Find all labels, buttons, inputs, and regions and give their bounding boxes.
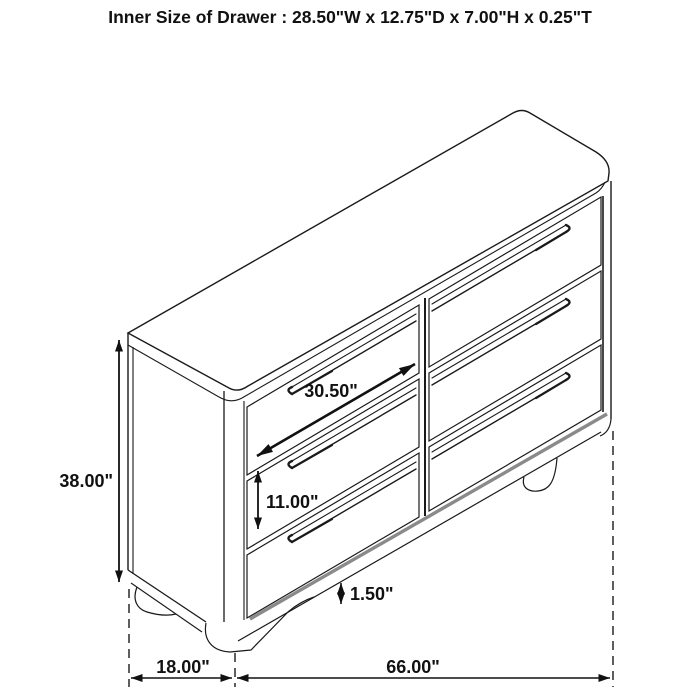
drawer-right-1 xyxy=(429,197,601,367)
groove-line xyxy=(432,373,566,452)
groove-line xyxy=(432,225,566,304)
dim-label-height: 38.00" xyxy=(59,471,113,491)
left-base-edge xyxy=(131,583,202,632)
base xyxy=(135,414,611,652)
handle-shadow xyxy=(536,306,566,324)
drawer-right-3 xyxy=(429,345,601,511)
base-top-edge xyxy=(250,414,607,619)
handle-shadow xyxy=(292,445,332,468)
dresser-top xyxy=(128,111,609,401)
page-title: Inner Size of Drawer : 28.50"W x 12.75"D x 7.00"H x 0.25"T xyxy=(108,7,592,27)
dresser-right-edge xyxy=(603,181,611,419)
handle-pocket-icon xyxy=(289,535,293,542)
left-panel-bottom-edge xyxy=(128,570,206,622)
handle-shadow xyxy=(536,380,566,398)
front-left-foot xyxy=(205,597,314,652)
dim-label-depth: 18.00" xyxy=(156,657,210,677)
drawer-left-2 xyxy=(247,379,419,549)
dimension-labels xyxy=(59,381,439,677)
handle-shadow xyxy=(292,519,332,542)
side-foot xyxy=(135,587,176,615)
base-right-corner xyxy=(600,419,611,436)
dim-label-drawer-width: 30.50" xyxy=(304,381,358,401)
handle-pocket-icon xyxy=(289,461,293,468)
drawers xyxy=(247,197,601,618)
dim-label-drawer-height: 11.00" xyxy=(266,492,319,512)
front-right-foot xyxy=(523,458,557,491)
groove-line xyxy=(432,299,566,378)
handle-shadow xyxy=(536,232,566,250)
handle-right-2 xyxy=(432,299,570,385)
handle-pocket-icon xyxy=(566,373,570,380)
drawer-right-2 xyxy=(429,271,601,441)
handle-right-1 xyxy=(432,225,570,311)
dim-label-width: 66.00" xyxy=(386,657,440,677)
dim-label-base-height: 1.50" xyxy=(350,584,394,604)
extension-lines xyxy=(129,431,613,687)
handle-pocket-icon xyxy=(289,387,293,394)
handle-pocket-icon xyxy=(566,225,570,232)
handle-pocket-icon xyxy=(566,299,570,306)
